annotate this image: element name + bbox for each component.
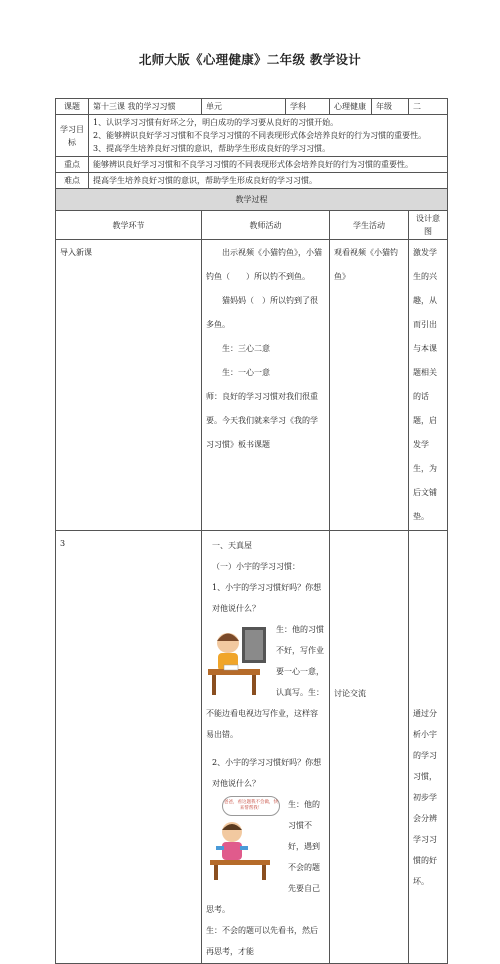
- process-title: 教学过程: [56, 189, 448, 211]
- speech-bubble: 爸爸，看这题我不会做，快来帮帮我！: [222, 796, 280, 816]
- section3-student: 讨论交流: [330, 531, 409, 964]
- document-title: 北师大版《心理健康》二年级 教学设计: [138, 52, 362, 67]
- answer-block-1: [206, 619, 325, 745]
- question-2: 2、小宇的学习习惯好吗？你想对他说什么？: [212, 758, 322, 788]
- teacher-line: 师：良好的学习习惯对我们很重要。今天我们就来学习《我的学习习惯》板书课题: [206, 392, 318, 449]
- goals-label: 学习目标: [56, 115, 89, 157]
- difficulty-label: 难点: [56, 173, 89, 189]
- answer-1: 生：他的习惯不好，写作业要一心一意，认真写。生：不能边看电视边写作业，这样容易出错。: [206, 625, 324, 739]
- question-1: 1、小宇的学习习惯好吗？你想对他说什么？: [212, 583, 322, 613]
- intro-design: 激发学生的兴趣，从而引出与本课题相关的话题，启发学生，为后文铺垫。: [409, 240, 448, 531]
- heading-xiaoyu: （一）小宇的学习习惯：: [212, 562, 300, 571]
- info-row: [56, 99, 448, 115]
- goals-content: [89, 115, 448, 157]
- boy-figure-icon: [206, 818, 282, 880]
- unit-label: 单元: [202, 99, 286, 115]
- boy-asking-illustration: [206, 796, 282, 880]
- grade-label: 年级: [372, 99, 409, 115]
- column-header-design: 设计意图: [409, 211, 448, 240]
- subject-label: 学科: [286, 99, 330, 115]
- heading-tianzhenwu: 一、天真屋: [212, 541, 252, 550]
- subject-value: 心理健康: [330, 99, 372, 115]
- column-header-student: 学生活动: [330, 211, 409, 240]
- answer-2b: 生：不会的题可以先看书，然后再思考，才能: [206, 926, 318, 956]
- goal-item: 3、提高学生培养良好习惯的意识，帮助学生形成良好的学习习惯。: [93, 144, 331, 153]
- key-row: [56, 157, 448, 173]
- answer-block-2: [206, 794, 325, 962]
- goals-row: [56, 115, 448, 157]
- difficulty-row: [56, 173, 448, 189]
- intro-student: 观看视频《小猫钓鱼》: [330, 240, 409, 531]
- teacher-line: 生：一心一意: [222, 368, 270, 377]
- process-title-row: [56, 189, 448, 211]
- goal-item: 1、认识学习习惯有好坏之分，明白成功的学习要从良好的习惯开始。: [93, 118, 339, 127]
- intro-teacher: [202, 240, 330, 531]
- section3-design: 通过分析小宇的学习习惯，初步学会分辨学习习惯的好坏。: [409, 531, 448, 964]
- lesson-value: 第十三课 我的学习习惯: [89, 99, 202, 115]
- column-header-stage: 教学环节: [56, 211, 202, 240]
- section3-stage: 3: [56, 531, 202, 964]
- key-label: 重点: [56, 157, 89, 173]
- difficulty-text: 提高学生培养良好习惯的意识，帮助学生形成良好的学习习惯。: [89, 173, 448, 189]
- teacher-line: 出示视频《小猫钓鱼》，小猫钓鱼（ ）所以钓不到鱼。: [206, 248, 322, 281]
- lesson-plan-table: [55, 98, 448, 964]
- lesson-label: 课题: [56, 99, 89, 115]
- intro-stage: 导入新课: [56, 240, 202, 531]
- teacher-line: 猫妈妈（ ）所以钓到了很多鱼。: [206, 296, 318, 329]
- goal-item: 2、能够辨识良好学习习惯和不良学习习惯的不同表现形式体会培养良好的行为习惯的重要性。: [93, 131, 427, 140]
- column-header-teacher: 教师活动: [202, 211, 330, 240]
- answer-2a: 生：他的习惯不好，遇到不会的题先要自己思考。: [206, 800, 320, 914]
- teacher-line: 生：三心二意: [222, 344, 270, 353]
- key-text: 能够辨识良好学习习惯和不良学习习惯的不同表现形式体会培养良好的行为习惯的重要性。: [89, 157, 448, 173]
- section3-teacher: [202, 531, 330, 964]
- intro-row: [56, 240, 448, 531]
- section3-row: [56, 531, 448, 964]
- grade-value: 二: [409, 99, 448, 115]
- boy-tv-homework-illustration: [206, 621, 270, 699]
- column-header-row: [56, 211, 448, 240]
